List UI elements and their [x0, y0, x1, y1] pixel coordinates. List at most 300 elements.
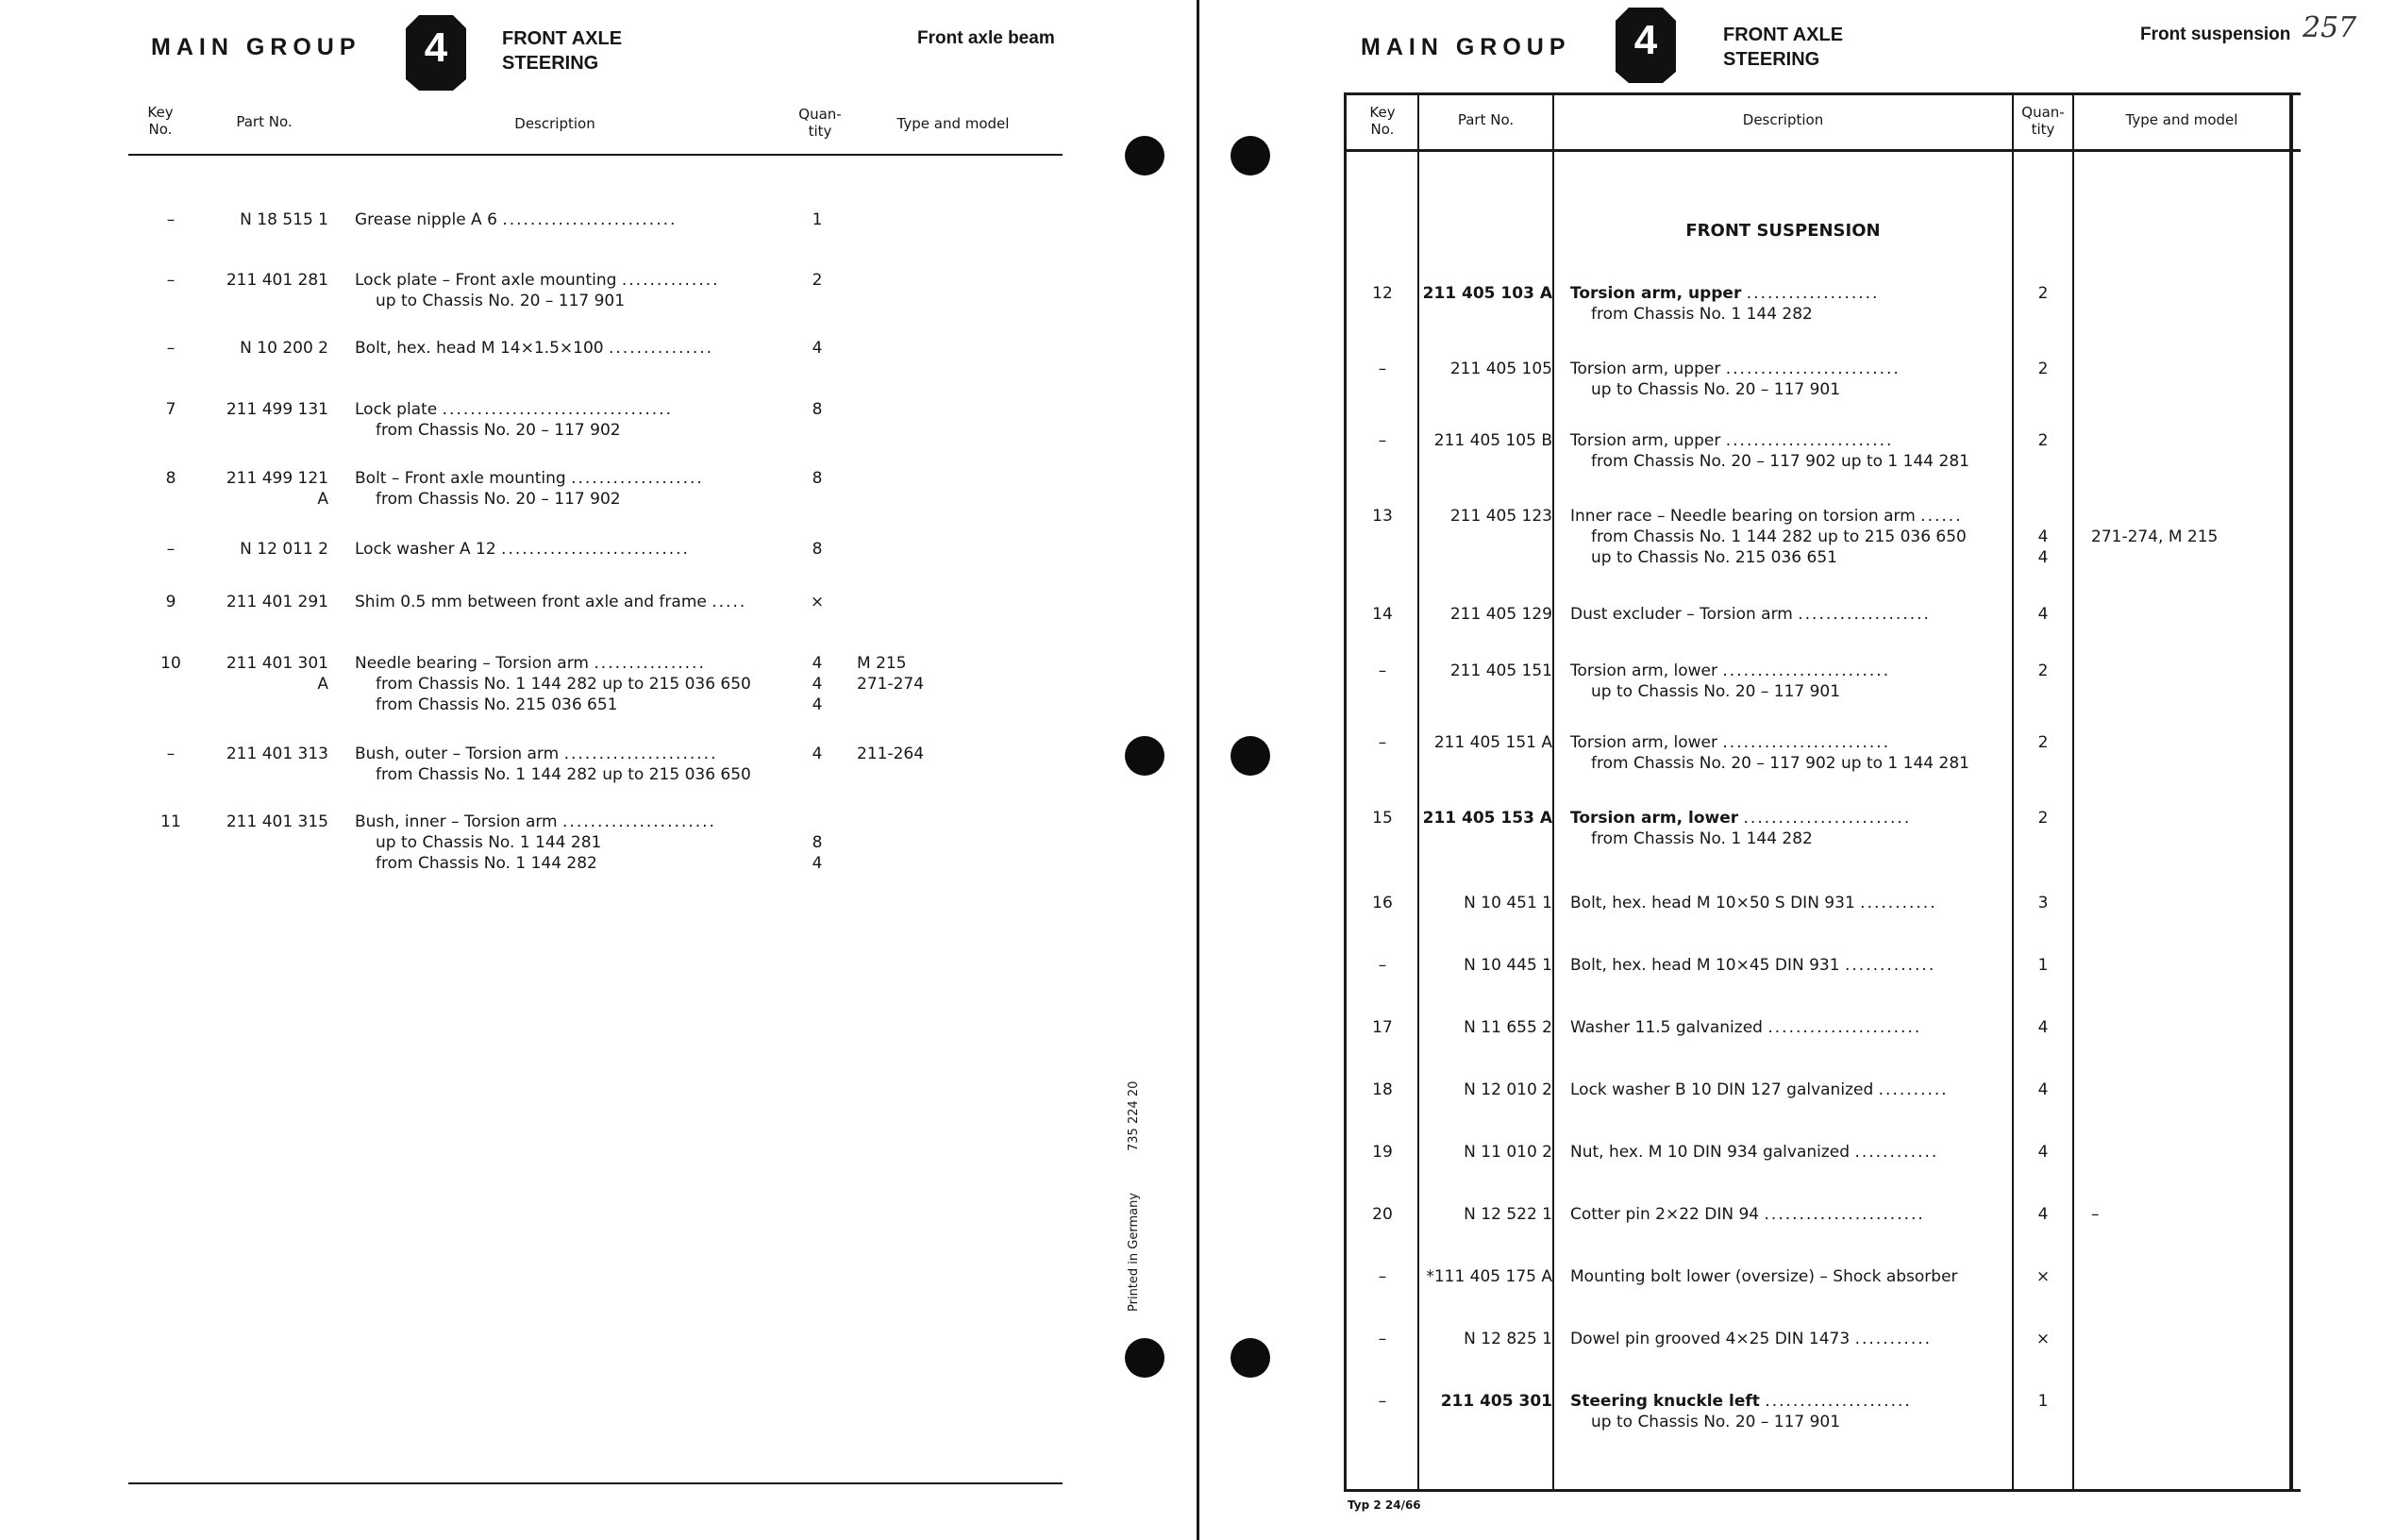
- part-number: N 18 515 1: [240, 210, 328, 229]
- binder-hole: [1231, 1338, 1270, 1378]
- binder-hole: [1125, 136, 1164, 176]
- group-number: 4: [1633, 17, 1658, 63]
- key-number: 9: [165, 593, 176, 611]
- quantity-value: 4: [2037, 1018, 2049, 1037]
- key-number: 20: [1372, 1205, 1393, 1224]
- description-main: [1570, 808, 2010, 829]
- col-key-header-line: No.: [1370, 121, 1395, 138]
- quantity-value: 1: [812, 210, 823, 229]
- description-detail: [1570, 753, 2010, 774]
- key-number: –: [166, 210, 176, 229]
- description: [355, 209, 779, 230]
- part-number: 211 405 105: [1449, 360, 1552, 378]
- description-text: Bush, outer – Torsion arm: [355, 745, 560, 763]
- main-group-title: MAIN GROUP: [1361, 34, 1571, 60]
- quantity: [2014, 430, 2072, 451]
- part-number: 211 401 281: [226, 271, 328, 290]
- description-text: Torsion arm, upper: [1570, 431, 1721, 450]
- quantity-value: 4: [812, 654, 823, 673]
- description: [1570, 1017, 2010, 1038]
- part-number: 211 405 153 A: [1422, 809, 1552, 828]
- description-text: Bolt, hex. head M 10×50 S DIN 931: [1570, 894, 1855, 912]
- description-main: [355, 270, 779, 291]
- description-text: Bolt, hex. head M 10×45 DIN 931: [1570, 956, 1840, 975]
- quantity: [2014, 808, 2072, 829]
- quantity: [789, 653, 846, 715]
- description-detail: [1570, 527, 2010, 547]
- col-quantity-header: [2014, 104, 2072, 138]
- main-group-title: MAIN GROUP: [151, 34, 361, 60]
- description-text: up to Chassis No. 215 036 651: [1591, 548, 1837, 567]
- leader-dots: ........................: [1722, 733, 1891, 752]
- part-number: 211 405 103 A: [1422, 284, 1552, 303]
- description: [1570, 430, 2010, 472]
- description-main: [1570, 1080, 2010, 1100]
- quantity-value: 8: [812, 400, 823, 419]
- col-quantity-header-line: Quan-: [2021, 104, 2065, 121]
- description: [1570, 1391, 2010, 1432]
- description-text: Needle bearing – Torsion arm: [355, 654, 589, 673]
- col-quantity-header-line: Quan-: [798, 106, 842, 123]
- leader-dots: ............: [1854, 1143, 1939, 1162]
- type-model-value: 271-274, M 215: [2091, 527, 2219, 546]
- part-number: *111 405 175 A: [1426, 1267, 1552, 1286]
- description-main: [355, 539, 779, 560]
- description-text: up to Chassis No. 20 – 117 901: [1591, 380, 1841, 399]
- quantity-value: [789, 812, 846, 832]
- quantity: [789, 744, 846, 764]
- quantity: [789, 592, 846, 612]
- quantity: [2014, 1329, 2072, 1349]
- description-main: [1570, 1204, 2010, 1225]
- description-text: from Chassis No. 1 144 282 up to 215 036 650: [376, 675, 751, 694]
- part-number: N 12 825 1: [1464, 1330, 1552, 1348]
- quantity: [2014, 1017, 2072, 1038]
- key-number: –: [1378, 360, 1387, 378]
- description: [355, 592, 779, 612]
- type-model-value: 271-274: [857, 675, 925, 694]
- quantity: [789, 209, 846, 230]
- leader-dots: .........................: [1725, 360, 1901, 378]
- quantity-value: 8: [812, 833, 823, 852]
- description-text: Nut, hex. M 10 DIN 934 galvanized: [1570, 1143, 1851, 1162]
- col-part-header: Part No.: [1457, 111, 1515, 128]
- quantity-value: 2: [2037, 431, 2049, 450]
- quantity-value: 4: [2037, 1143, 2049, 1162]
- key-number: 12: [1372, 284, 1393, 303]
- description-text: from Chassis No. 1 144 282: [1591, 829, 1813, 848]
- leader-dots: .....................: [1765, 1392, 1912, 1411]
- description-main: [1570, 893, 2010, 913]
- description-detail: [1570, 547, 2010, 568]
- key-number: –: [1378, 733, 1387, 752]
- description-main: [1570, 506, 2010, 527]
- header-rule: [128, 154, 1063, 156]
- group-number: 4: [424, 25, 448, 71]
- quantity-value: 4: [2037, 1205, 2049, 1224]
- quantity: [2014, 1391, 2072, 1412]
- col-description-header: Description: [514, 115, 595, 132]
- type-model-value: [2091, 547, 2289, 568]
- description: [1570, 1142, 2010, 1163]
- description: [355, 338, 779, 359]
- description: [355, 812, 779, 874]
- type-model-value: 211-264: [857, 745, 925, 763]
- quantity-value: 4: [812, 745, 823, 763]
- col-quantity-header-line: tity: [808, 123, 832, 140]
- quantity-value: 4: [2037, 605, 2049, 624]
- description-main: [355, 744, 779, 764]
- leader-dots: ...................: [571, 469, 704, 488]
- description-main: [355, 338, 779, 359]
- key-number: –: [166, 271, 176, 290]
- type-model: [2091, 1204, 2289, 1225]
- part-number: 211 405 123: [1449, 507, 1552, 526]
- col-part-header: Part No.: [236, 113, 293, 130]
- description-detail: [1570, 304, 2010, 325]
- description-text: from Chassis No. 215 036 651: [376, 695, 618, 714]
- description-text: from Chassis No. 1 144 282: [1591, 305, 1813, 324]
- description-text: up to Chassis No. 20 – 117 901: [1591, 1413, 1841, 1431]
- key-number: 8: [165, 469, 176, 488]
- quantity-value: 4: [812, 339, 823, 358]
- description-text: Lock washer A 12: [355, 540, 496, 559]
- key-number: 13: [1372, 507, 1393, 526]
- col-divider: [2072, 92, 2074, 1492]
- leader-dots: ................: [594, 654, 706, 673]
- description: [1570, 893, 2010, 913]
- description-text: from Chassis No. 1 144 282 up to 215 036 650: [1591, 527, 1967, 546]
- quantity: [2014, 1266, 2072, 1287]
- quantity: [789, 270, 846, 291]
- quantity-value: 8: [812, 469, 823, 488]
- leader-dots: ...........................: [501, 540, 690, 559]
- description-text: up to Chassis No. 20 – 117 901: [376, 292, 626, 310]
- description-main: [355, 653, 779, 674]
- part-number: 211 401 291: [226, 593, 328, 611]
- quantity: [2014, 1080, 2072, 1100]
- description-main: [1570, 732, 2010, 753]
- quantity-value: 1: [2037, 1392, 2049, 1411]
- col-key-header-line: Key: [147, 104, 174, 121]
- part-number: 211 405 301: [1440, 1392, 1552, 1411]
- description-detail: [355, 695, 779, 715]
- description-detail: [355, 489, 779, 510]
- description-main: [1570, 1329, 2010, 1349]
- table-section-title: FRONT SUSPENSION: [1685, 221, 1881, 241]
- description-main: [355, 812, 779, 832]
- description: [1570, 1080, 2010, 1100]
- description-text: Lock plate: [355, 400, 438, 419]
- description: [355, 744, 779, 785]
- description-text: Torsion arm, upper: [1570, 360, 1721, 378]
- description-text: Bolt, hex. head M 14×1.5×100: [355, 339, 604, 358]
- quantity-value: 4: [2037, 1080, 2049, 1099]
- quantity-value: 2: [2037, 284, 2049, 303]
- quantity-value: 1: [2037, 956, 2049, 975]
- type-model: [857, 744, 998, 764]
- description-main: [1570, 359, 2010, 379]
- key-number: 10: [160, 654, 181, 673]
- description: [1570, 732, 2010, 774]
- quantity-value: 4: [2037, 548, 2049, 567]
- printed-in-germany: Printed in Germany: [1127, 1192, 1141, 1312]
- key-number: 16: [1372, 894, 1393, 912]
- part-number: N 10 451 1: [1464, 894, 1552, 912]
- key-number: 18: [1372, 1080, 1393, 1099]
- leader-dots: ......................: [563, 745, 718, 763]
- key-number: –: [166, 745, 176, 763]
- leader-dots: ........................: [1722, 661, 1891, 680]
- leader-dots: ...........: [1860, 894, 1937, 912]
- description: [1570, 808, 2010, 849]
- table-top-border: [1344, 92, 2301, 95]
- col-type-header: Type and model: [2125, 111, 2238, 128]
- leader-dots: ...............: [609, 339, 714, 358]
- key-number: –: [1378, 956, 1387, 975]
- description-main: [1570, 1142, 2010, 1163]
- binder-hole: [1231, 736, 1270, 776]
- part-number: 211 401 301 A: [226, 654, 328, 694]
- key-number: –: [1378, 1330, 1387, 1348]
- description-main: [1570, 430, 2010, 451]
- key-number: –: [1378, 661, 1387, 680]
- key-number: 7: [165, 400, 176, 419]
- description: [1570, 283, 2010, 325]
- description-main: [1570, 283, 2010, 304]
- description-main: [1570, 661, 2010, 681]
- description-text: from Chassis No. 20 – 117 902: [376, 421, 621, 440]
- description-text: up to Chassis No. 20 – 117 901: [1591, 682, 1841, 701]
- col-key-header-line: Key: [1369, 104, 1396, 121]
- quantity: [2014, 661, 2072, 681]
- description: [355, 468, 779, 510]
- leader-dots: .................................: [442, 400, 673, 419]
- key-number: 19: [1372, 1143, 1393, 1162]
- description-main: [355, 592, 779, 612]
- description-detail: [355, 853, 779, 874]
- quantity-value: 8: [812, 540, 823, 559]
- quantity-value: ×: [810, 593, 825, 611]
- col-quantity-header: [789, 106, 851, 140]
- description-text: Dowel pin grooved 4×25 DIN 1473: [1570, 1330, 1851, 1348]
- description-detail: [355, 674, 779, 695]
- leader-dots: .........................: [502, 210, 678, 229]
- footer-rule: [128, 1482, 1063, 1484]
- description-text: Shim 0.5 mm between front axle and frame: [355, 593, 707, 611]
- right-page: [1127, 0, 2395, 1540]
- description-text: Mounting bolt lower (oversize) – Shock absorber: [1570, 1267, 1958, 1286]
- group-name-line: FRONT AXLE: [502, 28, 623, 49]
- leader-dots: ...................: [1746, 284, 1880, 303]
- description: [1570, 359, 2010, 400]
- table-right-border: [2289, 92, 2293, 1492]
- leader-dots: ..............: [621, 271, 720, 290]
- leader-dots: .............: [1844, 956, 1936, 975]
- quantity-value: [2014, 506, 2072, 527]
- description-main: [1570, 604, 2010, 625]
- group-name-line: STEERING: [502, 53, 599, 74]
- description-main: [355, 209, 779, 230]
- quantity: [2014, 604, 2072, 625]
- description-text: Bolt – Front axle mounting: [355, 469, 566, 488]
- description-text: Steering knuckle left: [1570, 1392, 1760, 1411]
- quantity-value: 4: [812, 695, 823, 714]
- description-main: [355, 399, 779, 420]
- description: [1570, 955, 2010, 976]
- group-name: [1723, 23, 1843, 72]
- key-number: –: [166, 339, 176, 358]
- leader-dots: ........................: [1743, 809, 1912, 828]
- description-main: [1570, 955, 2010, 976]
- key-number: –: [1378, 1267, 1387, 1286]
- part-number: 211 499 131: [226, 400, 328, 419]
- quantity: [789, 399, 846, 420]
- part-number: N 11 010 2: [1464, 1143, 1552, 1162]
- quantity: [2014, 893, 2072, 913]
- description-text: Cotter pin 2×22 DIN 94: [1570, 1205, 1760, 1224]
- description-text: Bush, inner – Torsion arm: [355, 812, 558, 831]
- print-code: 735 224 20: [1127, 1080, 1141, 1151]
- quantity: [2014, 732, 2072, 753]
- type-model-value: [857, 695, 998, 715]
- description-text: from Chassis No. 20 – 117 902 up to 1 144 281: [1591, 754, 1969, 773]
- description-text: Inner race – Needle bearing on torsion arm: [1570, 507, 1916, 526]
- group-number-badge: [404, 13, 468, 92]
- quantity: [2014, 283, 2072, 304]
- description-main: [1570, 1391, 2010, 1412]
- col-key-header: [132, 104, 189, 138]
- leader-dots: ......................: [1767, 1018, 1922, 1037]
- quantity: [2014, 1142, 2072, 1163]
- quantity-value: 2: [812, 271, 823, 290]
- leader-dots: .....: [712, 593, 747, 611]
- description-text: Lock washer B 10 DIN 127 galvanized: [1570, 1080, 1874, 1099]
- footer-code: Typ 2 24/66: [1348, 1498, 1421, 1512]
- quantity-value: ×: [2035, 1330, 2051, 1348]
- description: [355, 539, 779, 560]
- table-bottom-border: [1344, 1489, 2301, 1492]
- description-detail: [355, 764, 779, 785]
- key-number: –: [1378, 1392, 1387, 1411]
- key-number: 11: [160, 812, 181, 831]
- quantity-value: ×: [2035, 1267, 2051, 1286]
- col-quantity-header-line: tity: [2031, 121, 2055, 138]
- group-name-line: STEERING: [1723, 49, 1820, 70]
- description-text: Torsion arm, lower: [1570, 733, 1717, 752]
- key-number: 15: [1372, 809, 1393, 828]
- quantity: [789, 812, 846, 874]
- description: [1570, 1204, 2010, 1225]
- leader-dots: ......: [1920, 507, 1963, 526]
- description-main: [1570, 1266, 2010, 1287]
- description-detail: [355, 420, 779, 441]
- type-model-value: M 215: [857, 654, 907, 673]
- leader-dots: ......................: [562, 812, 716, 831]
- description: [1570, 506, 2010, 568]
- description-detail: [355, 832, 779, 853]
- description-detail: [1570, 681, 2010, 702]
- part-number: N 12 010 2: [1464, 1080, 1552, 1099]
- quantity-value: 4: [2037, 527, 2049, 546]
- binder-hole: [1125, 1338, 1164, 1378]
- part-number: 211 405 151 A: [1433, 733, 1552, 752]
- group-number-badge: [1614, 6, 1678, 85]
- part-number: 211 401 313: [226, 745, 328, 763]
- description-main: [355, 468, 779, 489]
- description-text: Torsion arm, lower: [1570, 661, 1717, 680]
- description-text: from Chassis No. 1 144 282 up to 215 036 650: [376, 765, 751, 784]
- section-title: Front axle beam: [917, 28, 1055, 48]
- binder-hole: [1125, 736, 1164, 776]
- group-name: [502, 26, 622, 75]
- key-number: 17: [1372, 1018, 1393, 1037]
- description: [1570, 604, 2010, 625]
- description-text: up to Chassis No. 1 144 281: [376, 833, 602, 852]
- part-number: 211 401 315: [226, 812, 328, 831]
- leader-dots: .......................: [1764, 1205, 1925, 1224]
- part-number: N 10 200 2: [240, 339, 328, 358]
- key-number: –: [166, 540, 176, 559]
- type-model-value: [2091, 506, 2289, 527]
- part-number: 211 405 129: [1449, 605, 1552, 624]
- description: [355, 270, 779, 311]
- description-text: from Chassis No. 20 – 117 902: [376, 490, 621, 509]
- quantity-value: 4: [812, 675, 823, 694]
- type-model: [857, 653, 998, 715]
- description: [1570, 661, 2010, 702]
- quantity-value: 2: [2037, 733, 2049, 752]
- leader-dots: ..........: [1878, 1080, 1949, 1099]
- description-text: Torsion arm, upper: [1570, 284, 1742, 303]
- quantity-value: 2: [2037, 360, 2049, 378]
- quantity: [2014, 506, 2072, 568]
- type-model: [2091, 506, 2289, 568]
- quantity: [2014, 1204, 2072, 1225]
- description-detail: [1570, 451, 2010, 472]
- quantity-value: 4: [812, 854, 823, 873]
- quantity: [789, 338, 846, 359]
- description-text: from Chassis No. 1 144 282: [376, 854, 597, 873]
- binder-hole: [1231, 136, 1270, 176]
- part-number: 211 499 121 A: [226, 469, 328, 509]
- part-number: N 12 522 1: [1464, 1205, 1552, 1224]
- description: [355, 399, 779, 441]
- leader-dots: ...........: [1854, 1330, 1933, 1348]
- description-text: Grease nipple A 6: [355, 210, 497, 229]
- col-divider: [1552, 92, 1554, 1492]
- description-detail: [1570, 379, 2010, 400]
- description-text: Torsion arm, lower: [1570, 809, 1739, 828]
- part-number: 211 405 151: [1449, 661, 1552, 680]
- quantity: [789, 468, 846, 489]
- page-number: 257: [2303, 11, 2357, 44]
- quantity-value: 2: [2037, 661, 2049, 680]
- description-text: Dust excluder – Torsion arm: [1570, 605, 1793, 624]
- quantity-value: 2: [2037, 809, 2049, 828]
- quantity-value: 3: [2037, 894, 2049, 912]
- type-model-value: –: [2091, 1205, 2100, 1224]
- quantity: [789, 539, 846, 560]
- col-key-header: [1348, 104, 1417, 138]
- description-detail: [1570, 1412, 2010, 1432]
- part-number: N 12 011 2: [240, 540, 328, 559]
- leader-dots: ...................: [1798, 605, 1931, 624]
- description-text: from Chassis No. 20 – 117 902 up to 1 144 281: [1591, 452, 1969, 471]
- table-left-border: [1344, 92, 1347, 1492]
- description-text: Washer 11.5 galvanized: [1570, 1018, 1763, 1037]
- group-name-line: FRONT AXLE: [1723, 25, 1844, 45]
